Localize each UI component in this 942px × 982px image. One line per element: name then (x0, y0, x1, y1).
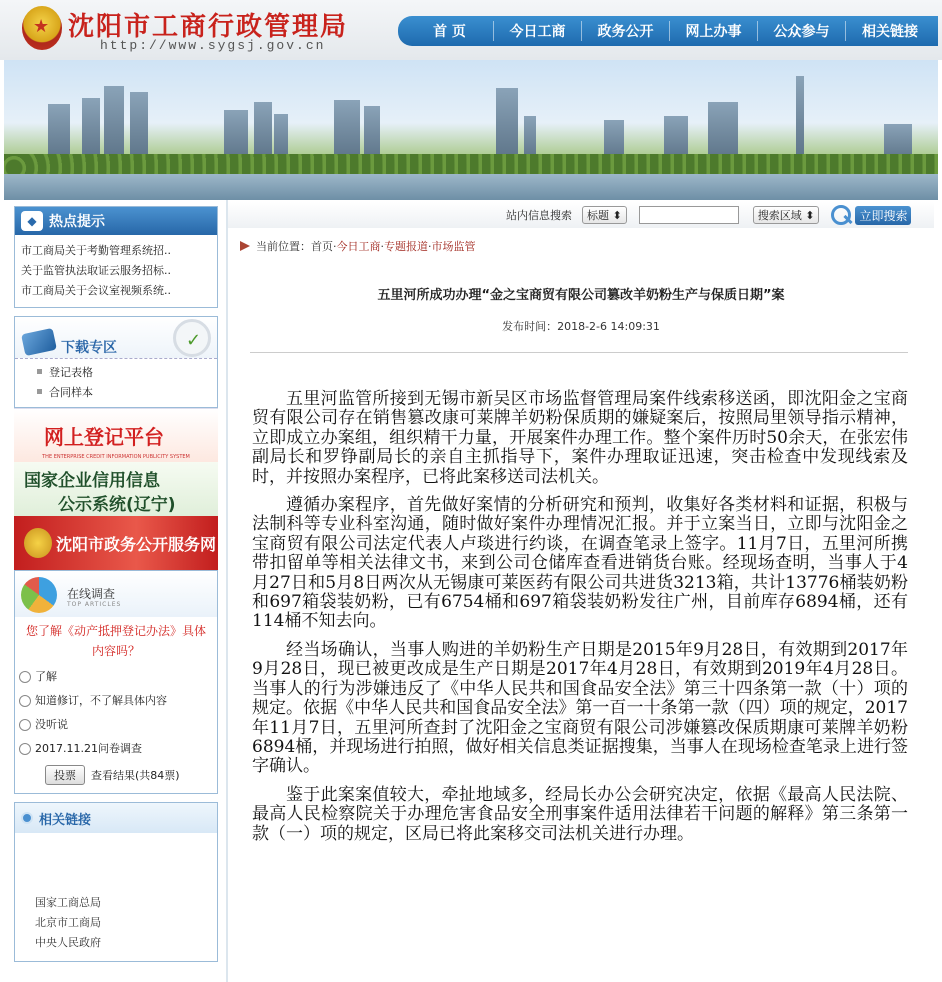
download-header (15, 317, 217, 359)
article-title: 五里河所成功办理“金之宝商贸有限公司篡改羊奶粉生产与保质日期”案 (377, 288, 785, 303)
related-links-header (15, 803, 217, 833)
download-item-forms[interactable]: 登记表格 (15, 363, 217, 383)
hot-tips-header (15, 207, 217, 235)
online-registration-banner[interactable] (14, 408, 218, 462)
article-paragraph: 五里河监管所接到无锡市新吴区市场监督管理局案件线索移送函，即沈阳金之宝商贸有限公司存在销售篡改康可莱牌羊奶粉保质期的嫌疑案后，按照局里领导指示精神，立即成立办案组，组织精干力量，开展案件办理工作。整个案件历时50余天，在张宏伟副局长和罗铮副局长的亲自主抓指导下，案件办理取证迅速，突击检查中发现线索及时，并按照办案程序，已将此案移送司法机关。 (252, 389, 908, 487)
select-arrows-icon: ⬍ (609, 208, 622, 222)
pie-chart-icon (21, 577, 57, 613)
emblem-icon (24, 528, 52, 558)
hot-tips-icon: ◆ (21, 211, 43, 231)
hot-tips-panel (14, 206, 218, 308)
arrow-icon (240, 241, 250, 251)
download-pen-icon (21, 328, 57, 356)
site-search-bar (228, 202, 934, 228)
divider (250, 352, 908, 353)
survey-option[interactable]: 知道修订，不了解具体内容 (15, 689, 217, 713)
download-title: 下载专区 (61, 340, 117, 356)
breadcrumb: 当前位置： 首页 · 今日工商 · 专题报道 · 市场监管 (240, 238, 476, 254)
nav-gov-affairs[interactable]: 政务公开 (582, 21, 670, 41)
survey-option[interactable]: 了解 (15, 665, 217, 689)
search-input[interactable] (639, 206, 739, 224)
related-links-list (15, 833, 217, 953)
article-body (252, 390, 908, 853)
breadcrumb-prefix: 当前位置： (256, 240, 311, 253)
nav-today[interactable]: 今日工商 (494, 21, 582, 41)
site-header (0, 0, 942, 60)
hot-tip-item[interactable]: 关于监管执法取证云服务招标.. (21, 264, 171, 277)
article-paragraph: 遵循办案程序，首先做好案情的分析研究和预判，收集好各类材料和证据，积极与法制科等专业科室沟通，随时做好案件办理情况汇报。并于立案当日，立即与沈阳金之宝商贸有限公司法定代表人卢琰进行约谈，在调查笔录上签字。11月7日，五里河所携带扣留单等相关法律文书，来到公司仓储库查看进销货台账。经现场查明，当事人于4月27日和5月8日两次从无锡康可莱医药有限公司共进货3213箱，共计13776桶装奶粉和697箱袋装奶粉，已有6754桶和697箱袋装奶粉发往广州，目前库存6894桶，还有114桶不知去向。 (252, 495, 908, 632)
survey-option[interactable]: 2017.11.21问卷调查 (15, 737, 217, 761)
credit-info-banner[interactable] (14, 462, 218, 516)
nav-home[interactable]: 首 页 (406, 21, 494, 41)
survey-header (15, 571, 217, 617)
search-scope-select[interactable]: 搜索区域 ⬍ (753, 206, 820, 224)
link-item[interactable]: 北京市工商局 (35, 916, 101, 929)
main-nav (398, 16, 938, 46)
survey-question: 您了解《动产抵押登记办法》具体内容吗？ (25, 624, 206, 658)
related-links-title: 相关链接 (39, 812, 92, 828)
link-item[interactable]: 中央人民政府 (35, 936, 101, 949)
search-label: 站内信息搜索 (506, 209, 572, 222)
hot-tip-item[interactable]: 市工商局关于考勤管理系统招.. (21, 244, 171, 257)
nav-online-service[interactable]: 网上办事 (670, 21, 758, 41)
left-sidebar (14, 206, 218, 962)
survey-panel (14, 570, 218, 794)
breadcrumb-special[interactable]: 专题报道 (384, 240, 428, 253)
download-panel (14, 316, 218, 408)
gov-service-label: 沈阳市政务公开服务网 (56, 535, 217, 554)
credit-info-line1: 国家企业信用信息 (24, 471, 160, 491)
view-results-link[interactable]: 查看结果(共84票) (91, 769, 180, 782)
radio-button[interactable] (19, 695, 31, 707)
city-skyline-banner (4, 60, 938, 200)
clipboard-check-icon: ✓ (173, 319, 211, 357)
search-field-select[interactable]: 标题 ⬍ (582, 206, 627, 224)
survey-actions (15, 761, 217, 793)
download-list (15, 359, 217, 407)
nav-public[interactable]: 公众参与 (758, 21, 846, 41)
radio-button[interactable] (19, 743, 31, 755)
vote-button[interactable]: 投票 (45, 765, 85, 785)
hot-tips-title: 热点提示 (49, 214, 105, 230)
breadcrumb-today[interactable]: 今日工商 (336, 240, 381, 253)
gov-service-banner[interactable] (14, 516, 218, 570)
radio-button[interactable] (19, 719, 31, 731)
breadcrumb-market[interactable]: 市场监管 (431, 240, 476, 253)
nav-links[interactable]: 相关链接 (862, 24, 918, 40)
link-item[interactable]: 国家工商总局 (35, 896, 101, 909)
site-name: 沈阳市工商行政管理局 (68, 12, 349, 42)
survey-subtitle: TOP ARTICLES (67, 601, 122, 608)
breadcrumb-home[interactable]: 首页 (311, 240, 333, 253)
article-paragraph: 经当场确认，当事人购进的羊奶粉生产日期是2015年9月28日，有效期到2017年9月28日，现已被更改成是生产日期是2017年4月28日，有效期到2019年4月28日。当事人的行为涉嫌违反了《中华人民共和国食品安全法》第三十四条第一款（十）项的规定。依据《中华人民共和国食品安全法》第一百一十条第一款（四）项的规定，2017年11月7日，五里河所查封了沈阳金之宝商贸有限公司涉嫌篡改保质期康可莱牌羊奶粉6894桶，并现场进行拍照，做好相关信息类证据搜集，当事人在现场检查笔录上进行签字确认。 (252, 639, 908, 777)
article-date: 发布时间：2018-2-6 14:09:31 (502, 320, 660, 333)
download-item-contracts[interactable]: 合同样本 (15, 383, 217, 403)
search-magnifier-icon[interactable] (827, 202, 855, 228)
survey-option[interactable]: 没听说 (15, 713, 217, 737)
site-url: http://www.sygsj.gov.cn (100, 38, 326, 53)
article-paragraph: 鉴于此案案值较大，牵扯地域多，经局长办公会研究决定，依据《最高人民法院、最高人民检察院关于办理危害食品安全刑事案件适用法律若干问题的解释》第三条第一款（一）项的规定，区局已将此案移交司法机关进行办理。 (252, 784, 908, 844)
search-button[interactable]: 立即搜索 (855, 206, 911, 225)
hot-tips-list (15, 235, 217, 307)
national-emblem-icon: ★ (22, 6, 62, 50)
survey-title: 在线调查 (67, 587, 116, 601)
radio-button[interactable] (19, 671, 31, 683)
credit-info-line2: 公示系统(辽宁) (58, 495, 176, 515)
select-arrows-icon: ⬍ (801, 208, 815, 222)
online-registration-label: 网上登记平台 (44, 425, 164, 449)
hot-tip-item[interactable]: 市工商局关于会议室视频系统.. (21, 284, 171, 297)
online-registration-sub: THE ENTERPRISE CREDIT INFORMATION PUBLICITY SYSTEM (42, 454, 190, 460)
related-links-panel (14, 802, 218, 962)
bullet-icon (21, 812, 33, 824)
